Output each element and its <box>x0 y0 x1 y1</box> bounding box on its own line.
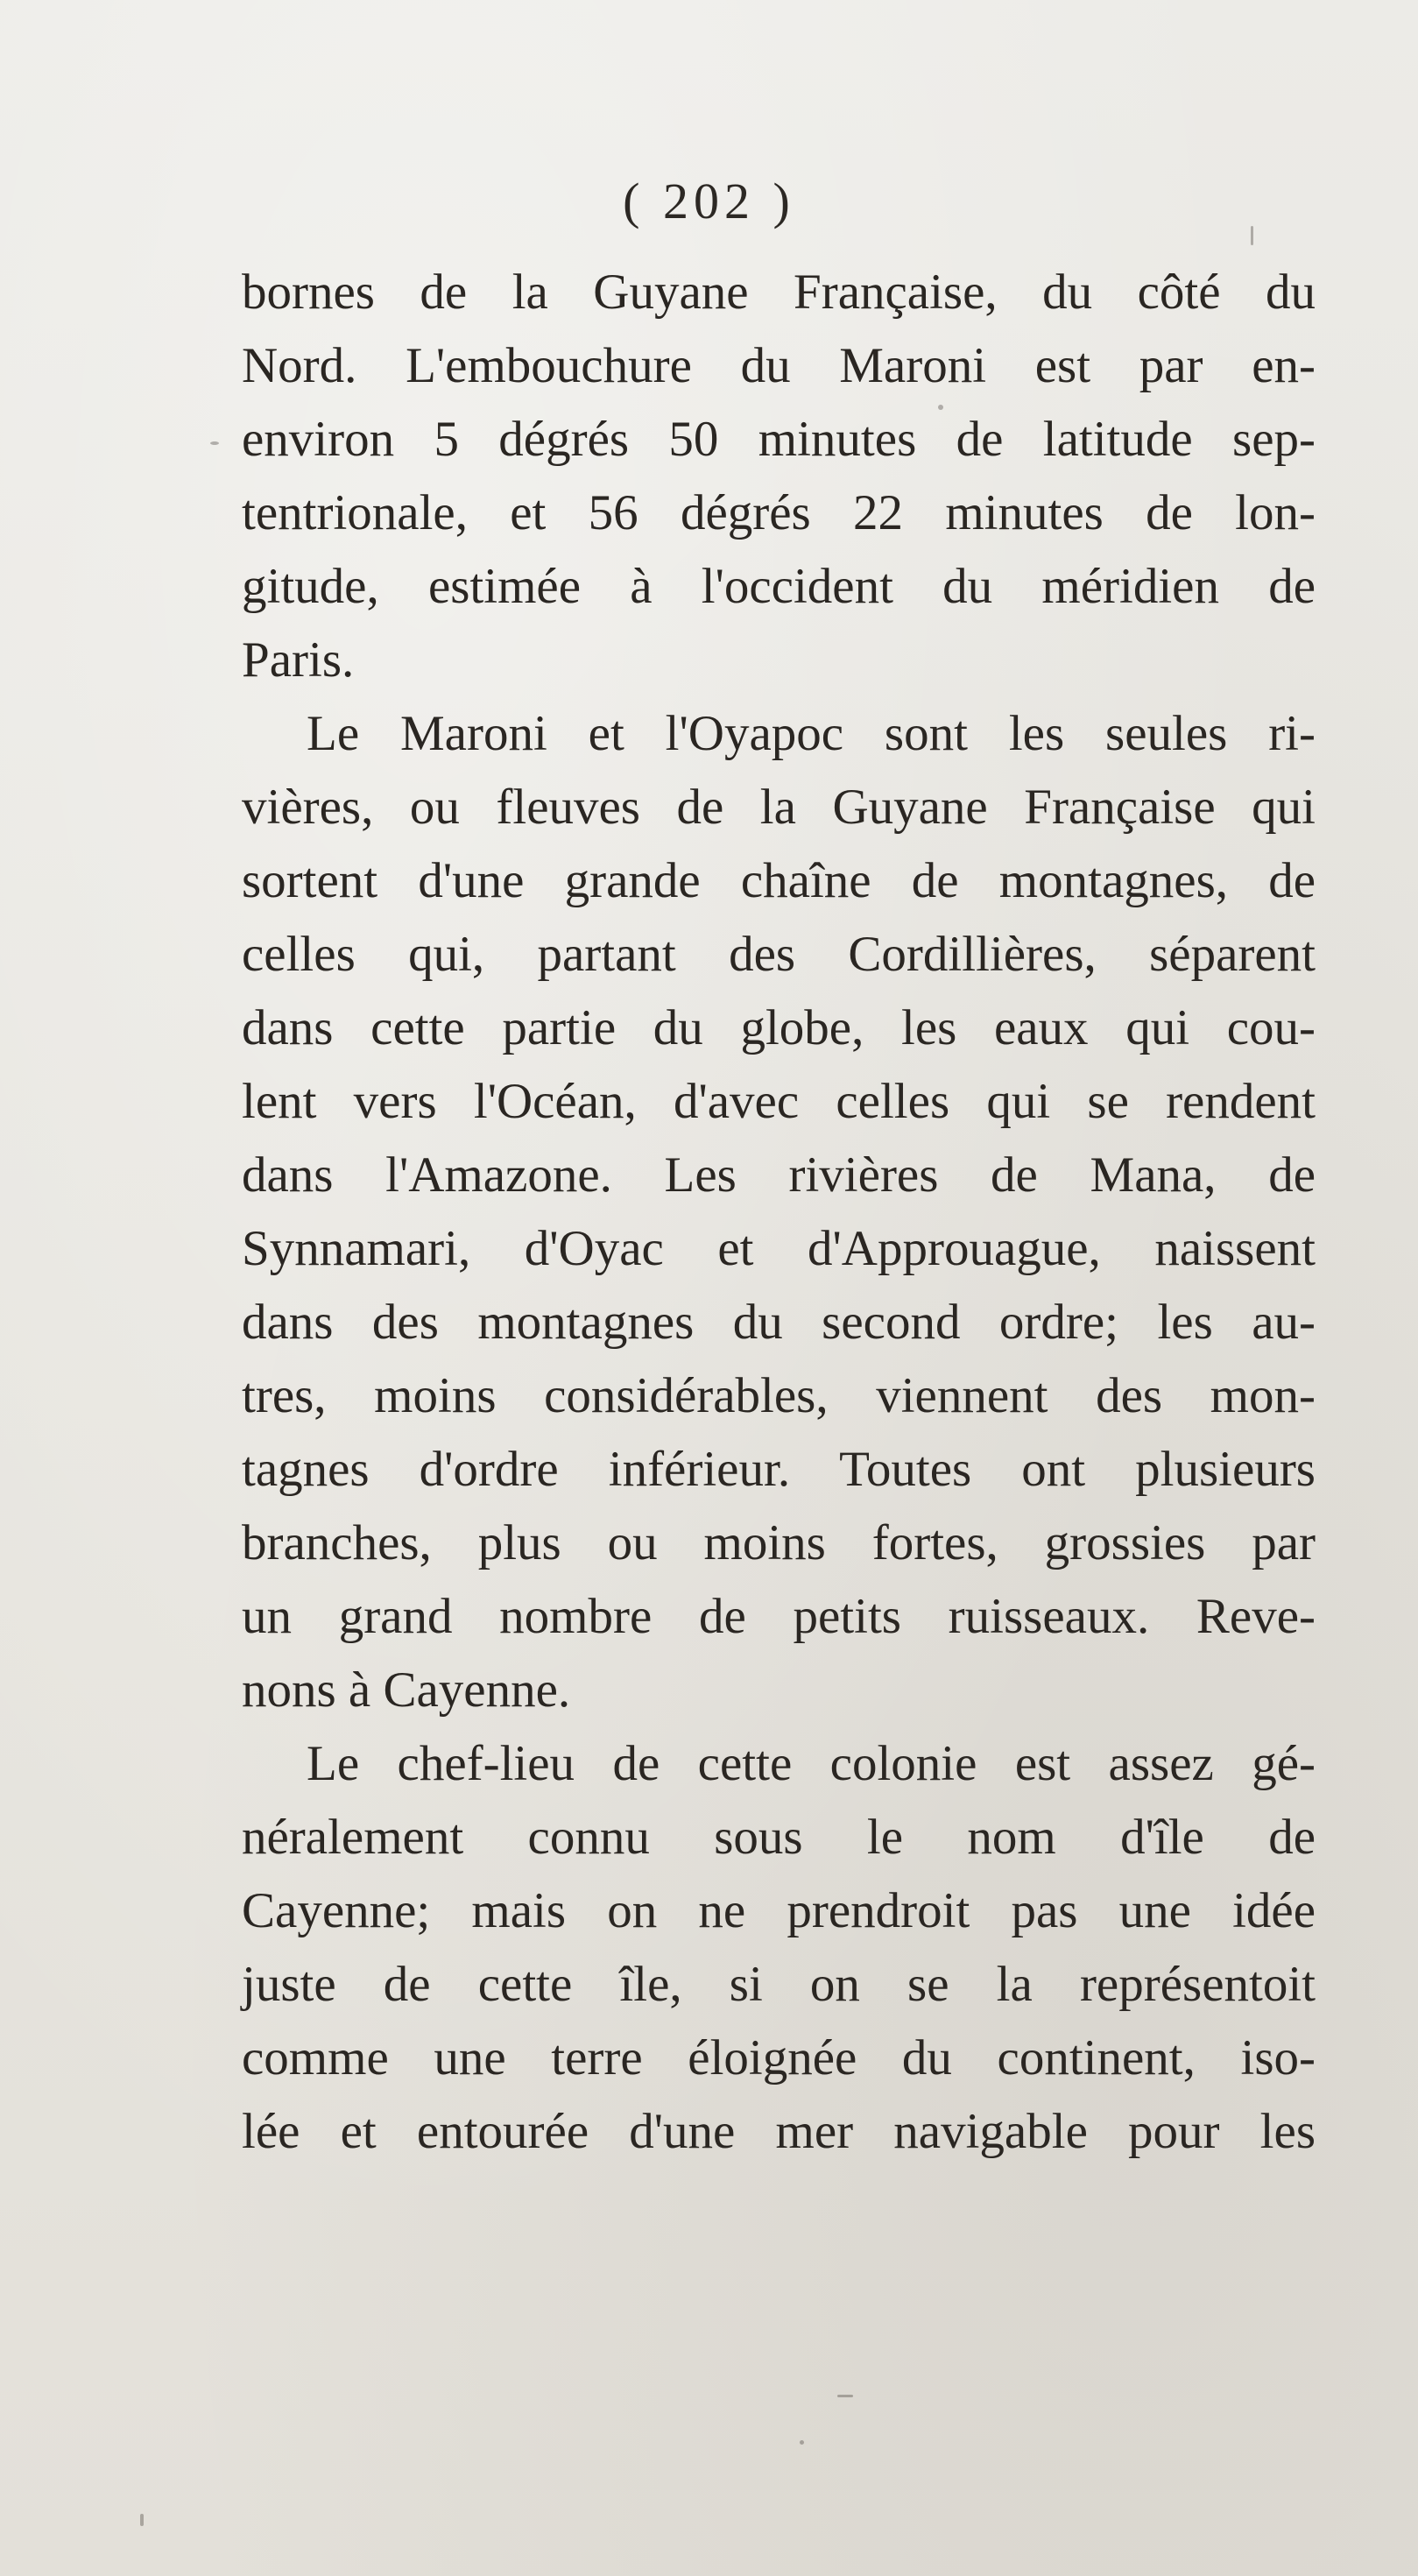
text-line: tagnes d'ordre inférieur. Toutes ont plusieurs <box>242 1442 1316 1497</box>
paper-speck <box>1251 226 1253 245</box>
paper-speck <box>800 2440 804 2445</box>
text-line: un grand nombre de petits ruisseaux. Reve- <box>242 1589 1316 1644</box>
text-line: Le Maroni et l'Oyapoc sont les seules ri- <box>307 706 1316 761</box>
text-line: vières, ou fleuves de la Guyane Française qui <box>242 780 1316 835</box>
text-line: branches, plus ou moins fortes, grossies par <box>242 1515 1316 1570</box>
text-line: comme une terre éloignée du continent, iso- <box>242 2030 1316 2086</box>
text-line: Nord. L'embouchure du Maroni est par en- <box>242 338 1316 393</box>
text-line: environ 5 dégrés 50 minutes de latitude sep- <box>242 412 1316 467</box>
body-text <box>242 256 1316 2169</box>
text-line: nons à Cayenne. <box>242 1662 571 1718</box>
text-line: tentrionale, et 56 dégrés 22 minutes de lon- <box>242 485 1316 540</box>
paper-speck <box>210 441 219 445</box>
text-line: néralement connu sous le nom d'île de <box>242 1810 1316 1865</box>
text-line: juste de cette île, si on se la représentoit <box>242 1957 1316 2012</box>
text-line: celles qui, partant des Cordillières, séparent <box>242 927 1316 982</box>
paper-speck <box>837 2395 853 2397</box>
text-line: gitude, estimée à l'occident du méridien de <box>242 559 1316 614</box>
paper-speck <box>140 2514 144 2526</box>
text-line: dans des montagnes du second ordre; les au- <box>242 1295 1316 1350</box>
text-line: sortent d'une grande chaîne de montagnes, de <box>242 853 1316 908</box>
text-line: dans cette partie du globe, les eaux qui cou- <box>242 1000 1316 1055</box>
text-line: Synnamari, d'Oyac et d'Approuague, naissent <box>242 1221 1316 1276</box>
text-line: dans l'Amazone. Les rivières de Mana, de <box>242 1147 1316 1203</box>
text-line: Cayenne; mais on ne prendroit pas une idée <box>242 1883 1316 1938</box>
text-line: tres, moins considérables, viennent des mon- <box>242 1368 1316 1423</box>
text-line: Paris. <box>242 632 355 688</box>
text-line: lée et entourée d'une mer navigable pour les <box>242 2104 1316 2159</box>
page-number: ( 202 ) <box>623 173 795 229</box>
text-line: Le chef-lieu de cette colonie est assez gé- <box>307 1736 1316 1791</box>
text-line: bornes de la Guyane Française, du côté du <box>242 265 1316 320</box>
paper-speck <box>938 405 943 410</box>
text-line: lent vers l'Océan, d'avec celles qui se rendent <box>242 1074 1316 1129</box>
